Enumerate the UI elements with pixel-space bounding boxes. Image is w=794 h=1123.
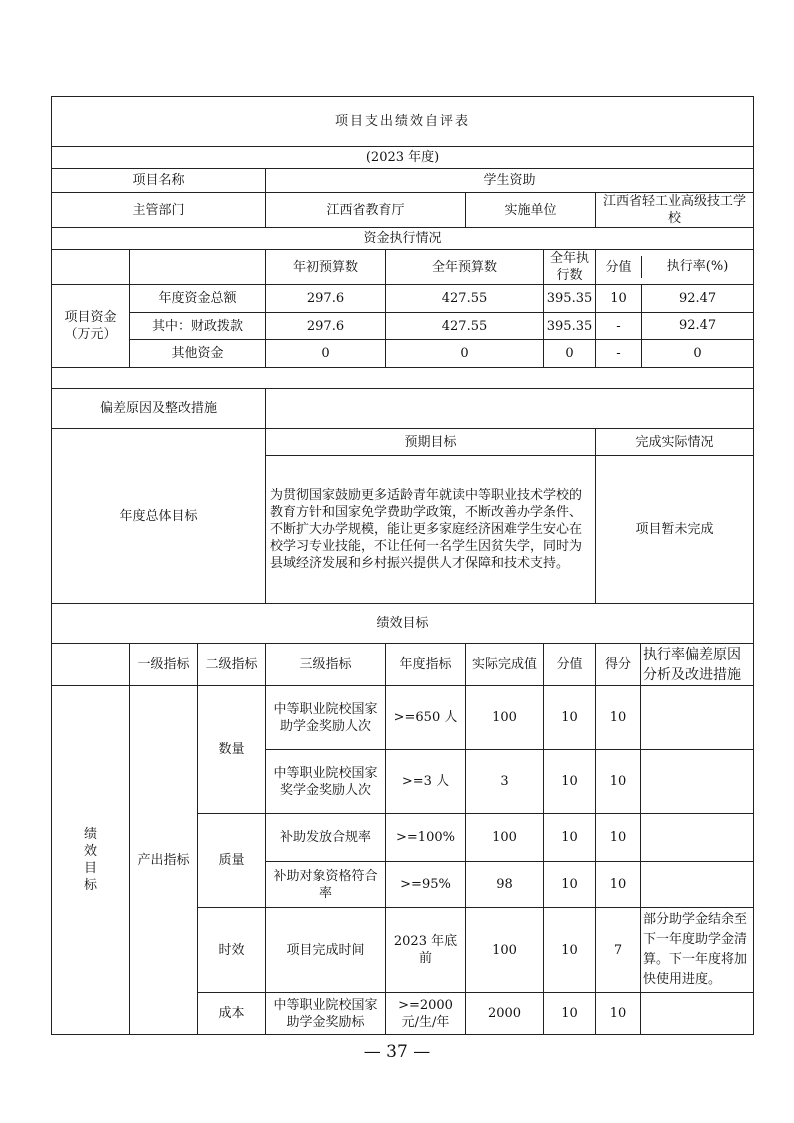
- evaluation-table: [51, 96, 754, 1035]
- perf-level3: 项目完成时间: [266, 908, 386, 993]
- funds-cell: 297.6: [266, 285, 386, 313]
- perf-header: 一级指标: [130, 644, 198, 686]
- perf-actual: 100: [466, 814, 544, 862]
- deviation-value: [266, 389, 754, 429]
- perf-actual: 98: [466, 862, 544, 908]
- perf-section-label: 绩效目标: [52, 604, 754, 644]
- perf-note: [641, 814, 754, 862]
- goal-expected-header: 预期目标: [266, 429, 596, 456]
- perf-target: >=100%: [386, 814, 466, 862]
- perf-score: 10: [544, 750, 596, 814]
- perf-header: 分值: [544, 644, 596, 686]
- perf-actual: 3: [466, 750, 544, 814]
- perf-header: 实际完成值: [466, 644, 544, 686]
- perf-level3: 中等职业院校国家助学金奖励人次: [266, 686, 386, 750]
- funds-cell: 0: [386, 340, 544, 368]
- page-number: — 37 —: [363, 1042, 431, 1062]
- funds-cell: 0: [266, 340, 386, 368]
- funds-row-name: 其中：财政拨款: [130, 313, 266, 340]
- perf-level2: 成本: [198, 993, 266, 1035]
- perf-level2: 时效: [198, 908, 266, 993]
- funds-header: 年初预算数: [266, 250, 386, 285]
- perf-actual: 2000: [466, 993, 544, 1035]
- project-name: 学生资助: [266, 169, 754, 193]
- project-name-label: 项目名称: [52, 169, 266, 193]
- funds-section-label: 资金执行情况: [52, 228, 754, 250]
- perf-side-label: [52, 686, 130, 1035]
- funds-cell: 10: [610, 291, 627, 306]
- funds-cell: 395.35: [544, 313, 596, 340]
- goal-actual-header: 完成实际情况: [596, 429, 754, 456]
- perf-note: [641, 993, 754, 1035]
- perf-actual: 100: [466, 686, 544, 750]
- perf-header: 三级指标: [266, 644, 386, 686]
- funds-corner: [52, 250, 130, 285]
- perf-header: 二级指标: [198, 644, 266, 686]
- funds-cell: -: [616, 346, 621, 361]
- funds-header-pair: [596, 250, 754, 285]
- perf-score: 10: [544, 993, 596, 1035]
- perf-got: 10: [596, 862, 641, 908]
- funds-cell: 427.55: [386, 313, 544, 340]
- perf-target: >=95%: [386, 862, 466, 908]
- perf-side-text: 绩效目标: [83, 827, 97, 893]
- funds-label: 项目资金（万元）: [52, 285, 130, 368]
- year-label: (2023 年度): [52, 147, 754, 169]
- perf-level3: 中等职业院校国家助学金奖励标: [266, 993, 386, 1035]
- funds-cell-pair: [596, 340, 754, 368]
- perf-got: 10: [596, 750, 641, 814]
- perf-header-blank: [52, 644, 130, 686]
- funds-cell: 0: [641, 340, 753, 367]
- perf-header: 年度指标: [386, 644, 466, 686]
- perf-level2: 数量: [198, 686, 266, 814]
- goal-actual-text: 项目暂未完成: [596, 456, 754, 604]
- funds-cell: 395.35: [544, 285, 596, 313]
- goal-label: 年度总体目标: [52, 429, 266, 604]
- perf-got: 10: [596, 686, 641, 750]
- perf-got: 10: [596, 814, 641, 862]
- perf-note: 部分助学金结余至下一年度助学金清算。下一年度将加快使用进度。: [641, 908, 754, 993]
- funds-cell-pair: [596, 285, 754, 313]
- perf-note: [641, 862, 754, 908]
- perf-score: 10: [544, 686, 596, 750]
- perf-got: 7: [596, 908, 641, 993]
- deviation-label: 偏差原因及整改措施: [52, 389, 266, 429]
- funds-cell-pair: [596, 313, 754, 340]
- perf-score: 10: [544, 862, 596, 908]
- funds-header: 分值: [605, 259, 632, 275]
- perf-score: 10: [544, 814, 596, 862]
- perf-level3: 中等职业院校国家奖学金奖励人次: [266, 750, 386, 814]
- funds-header: 全年预算数: [386, 250, 544, 285]
- perf-level2: 质量: [198, 814, 266, 908]
- funds-cell: 0: [544, 340, 596, 368]
- perf-target: >=3 人: [386, 750, 466, 814]
- funds-header: 执行率(%): [641, 256, 753, 278]
- perf-note: [641, 686, 754, 750]
- perf-target: >=650 人: [386, 686, 466, 750]
- perf-got: 10: [596, 993, 641, 1035]
- perf-note: [641, 750, 754, 814]
- perf-level1: 产出指标: [130, 686, 198, 1035]
- funds-cell: -: [616, 318, 621, 334]
- evaluation-form: [51, 96, 753, 1030]
- unit-value: 江西省轻工业高级技工学校: [596, 193, 754, 228]
- goal-expected-text: 为贯彻国家鼓励更多适龄青年就读中等职业技术学校的教育方针和国家免学费助学政策，不断改善办学条件、不断扩大办学规模，能让更多家庭经济困难学生安心在校学习专业技能，不让任何一名学生因贫失学，同时为县域经济发展和乡村振兴提供人才保障和技术支持。: [266, 456, 596, 604]
- funds-cell: 427.55: [386, 285, 544, 313]
- funds-row-name: 其他资金: [130, 340, 266, 368]
- perf-actual: 100: [466, 908, 544, 993]
- funds-header-blank: [130, 250, 266, 285]
- blank-row: [52, 368, 754, 389]
- funds-cell: 92.47: [641, 313, 753, 339]
- perf-header: 执行率偏差原因分析及改进措施: [641, 644, 754, 686]
- funds-header: 全年执行数: [544, 250, 596, 285]
- perf-target: >=2000 元/生/年: [386, 993, 466, 1035]
- perf-score: 10: [544, 908, 596, 993]
- unit-label: 实施单位: [466, 193, 596, 228]
- perf-level3: 补助对象资格符合率: [266, 862, 386, 908]
- funds-row-name: 年度资金总额: [130, 285, 266, 313]
- dept-value: 江西省教育厅: [266, 193, 466, 228]
- dept-label: 主管部门: [52, 193, 266, 228]
- page-title: 项目支出绩效自评表: [52, 97, 754, 147]
- funds-cell: 297.6: [266, 313, 386, 340]
- perf-level3: 补助发放合规率: [266, 814, 386, 862]
- funds-cell: 92.47: [641, 285, 753, 312]
- perf-header: 得分: [596, 644, 641, 686]
- perf-target: 2023 年底前: [386, 908, 466, 993]
